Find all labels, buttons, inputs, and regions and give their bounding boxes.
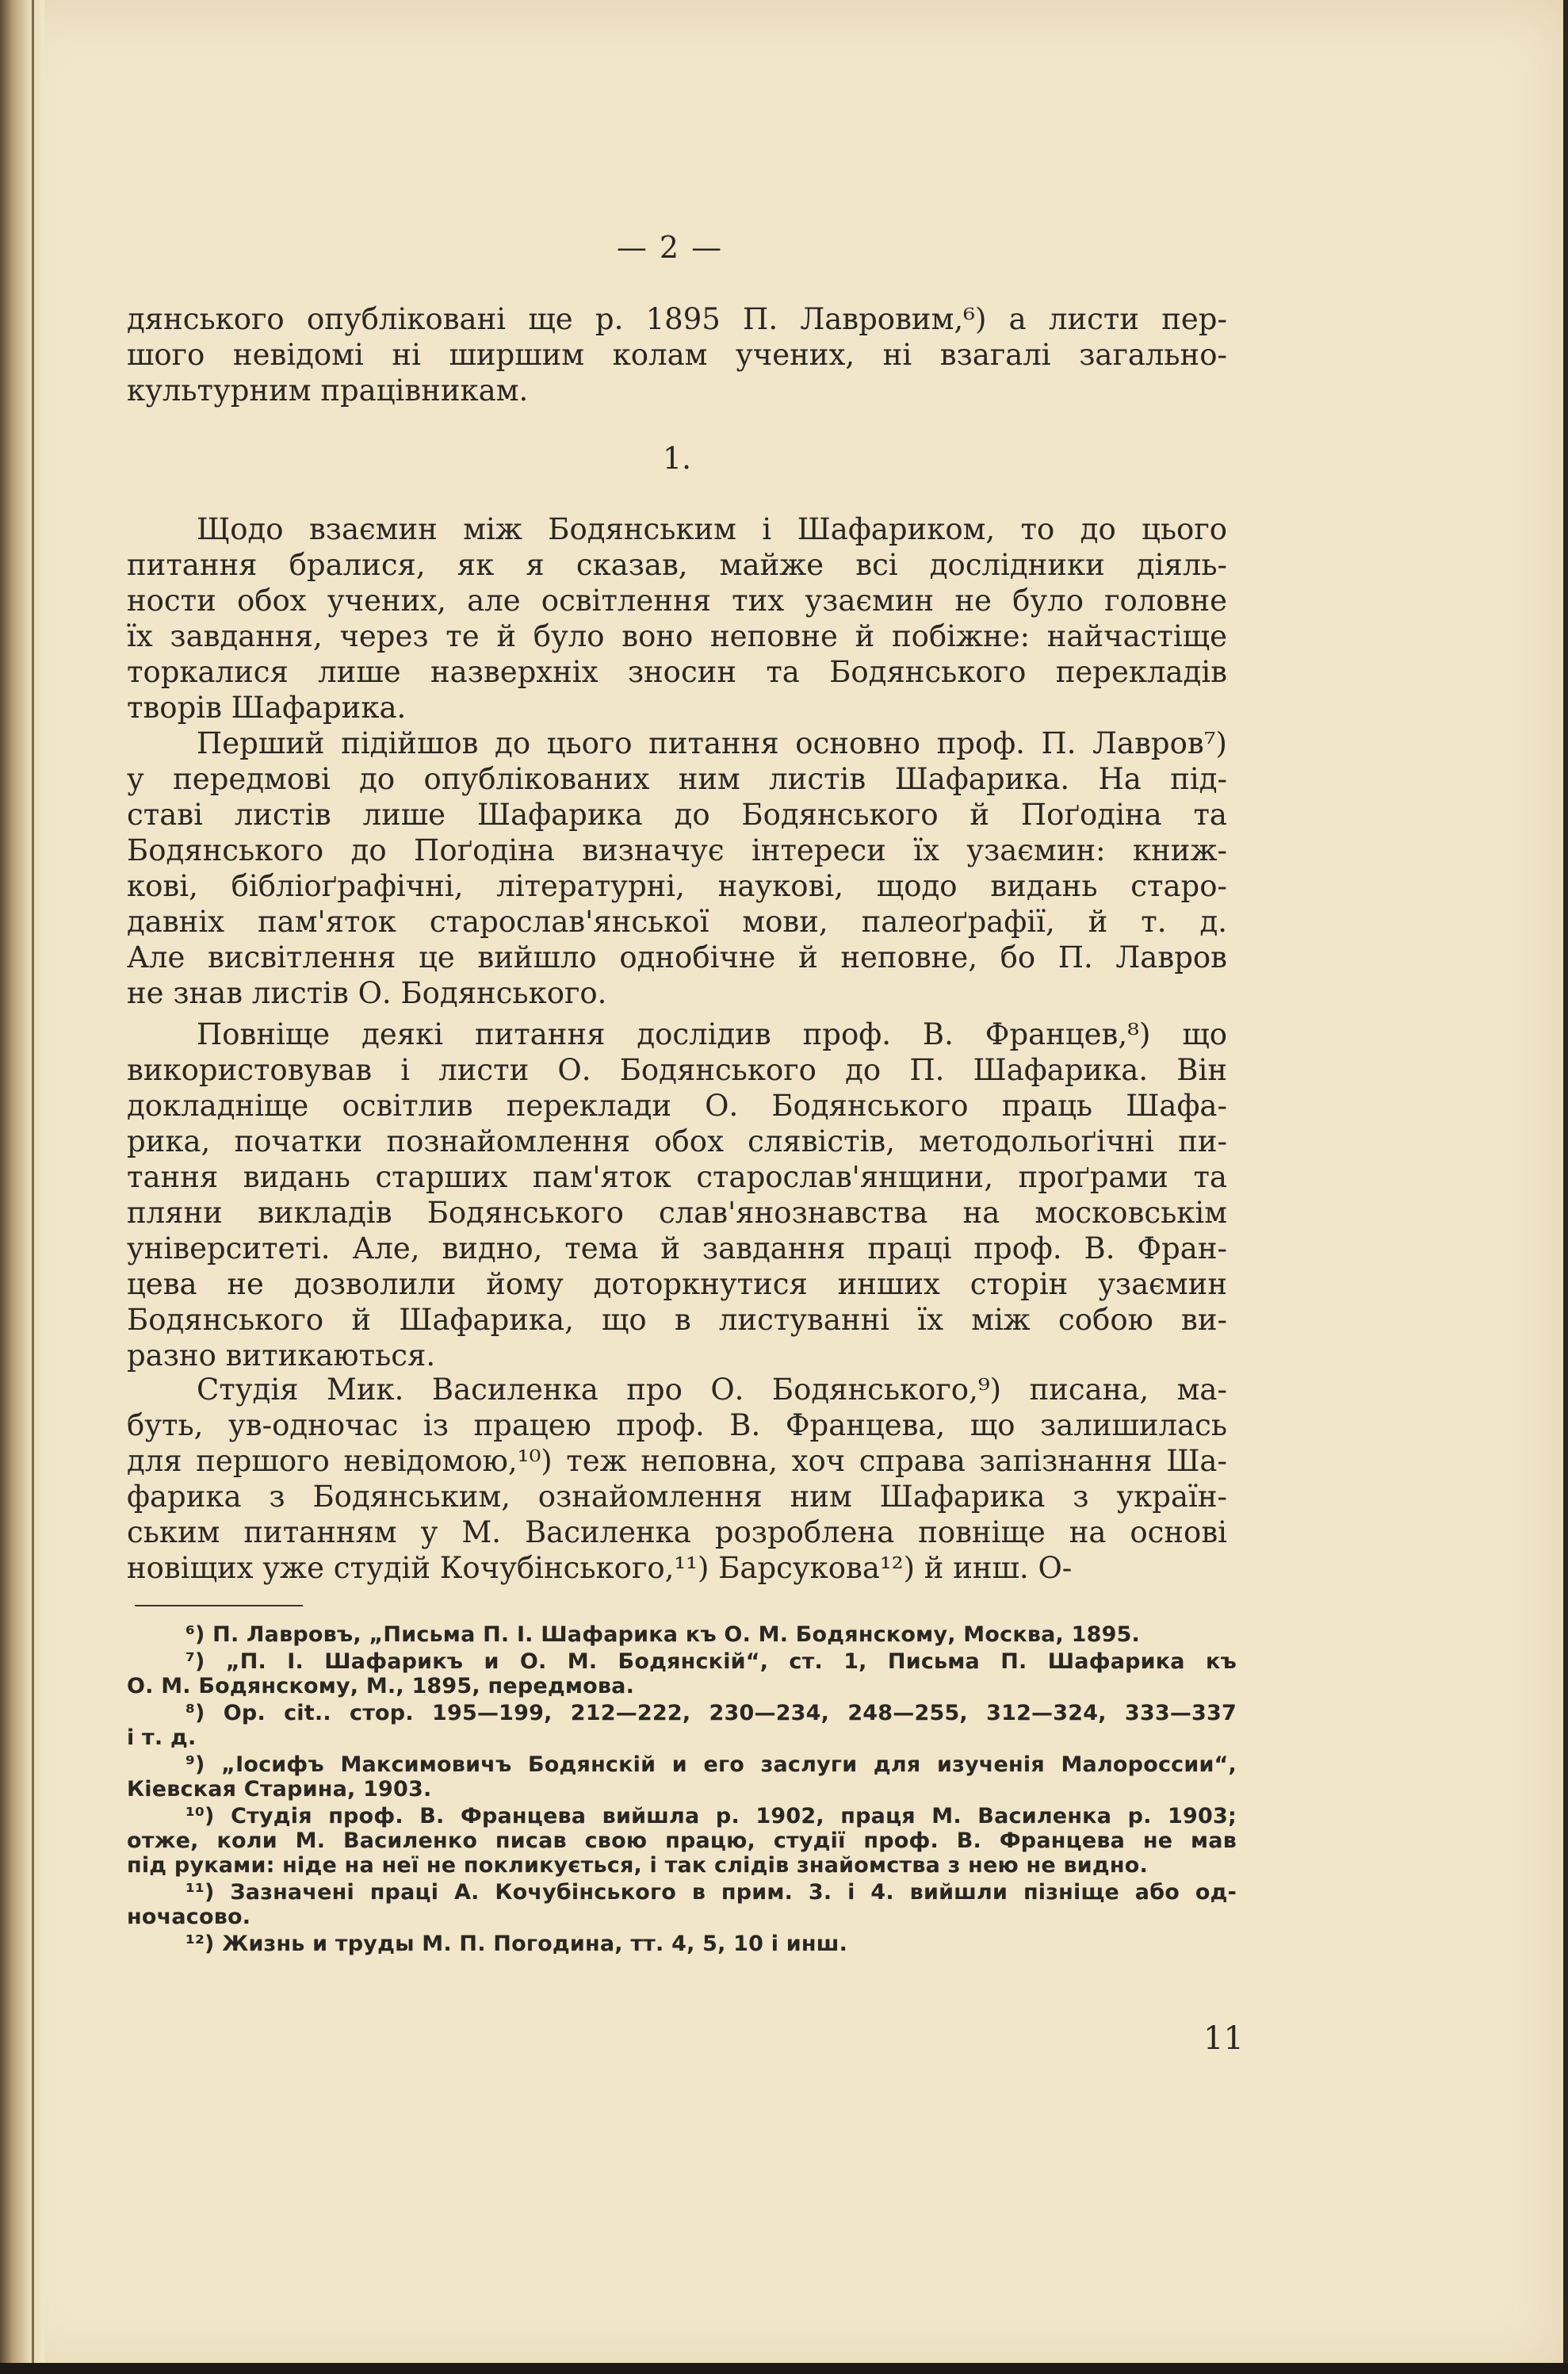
intro-paragraph: [127, 301, 1227, 408]
text-line: університеті. Але, видно, тема й завдання праці проф. В. Фран-: [127, 1231, 1227, 1265]
text-line: цева не дозволили йому доторкнутися инших сторін узаємин: [127, 1267, 1227, 1301]
text-line: Бодянського й Шафарика, що в листуванні їх між собою ви-: [127, 1303, 1227, 1337]
text-line: ським питанням у М. Василенка розроблена повніще на основі: [127, 1515, 1227, 1549]
page-edge: [1563, 0, 1568, 2374]
text-line: культурним працівникам.: [127, 373, 529, 408]
text-line: для першого невідомою,¹⁰) теж неповна, хоч справа запізнання Ша-: [127, 1444, 1227, 1478]
page-bottom-edge: [0, 2363, 1568, 2374]
book-spine-shadow: [0, 0, 44, 2374]
text-line: кові, бібліоґрафічні, літературні, наукові, щодо видань старо-: [127, 869, 1227, 903]
page-number: — 2 —: [616, 230, 724, 265]
footnote: [127, 1880, 1237, 1929]
section-number: 1.: [662, 441, 692, 476]
footnote: [127, 1649, 1237, 1698]
text-line: ставі листів лише Шафарика до Бодянського й Поґодіна та: [127, 798, 1227, 832]
text-line: отже, коли М. Василенко писав свою працю, студії проф. В. Францева не мав: [127, 1828, 1237, 1853]
footnote: [127, 1804, 1237, 1878]
text-line: новіщих уже студій Кочубінського,¹¹) Барсукова¹²) й инш. О-: [127, 1551, 1073, 1585]
text-line: і т. д.: [127, 1725, 197, 1750]
text-line: торкалися лише назверхніх зносин та Бодянського перекладів: [127, 655, 1227, 689]
text-line: використовував і листи О. Бодянського до П. Шафарика. Він: [127, 1053, 1227, 1087]
text-line: ¹⁰) Студія проф. В. Францева вийшла р. 1902, праця М. Василенка р. 1903;: [185, 1804, 1237, 1828]
text-line: докладніще освітлив переклади О. Бодянського праць Шафа-: [127, 1089, 1227, 1123]
text-line: тання видань старших пам'яток старослав'янщини, проґрами та: [127, 1160, 1227, 1194]
text-line: Повніще деякі питання дослідив проф. В. Францев,⁸) що: [197, 1017, 1227, 1051]
footnote: [127, 1701, 1237, 1750]
text-line: їх завдання, через те й було воно неповне й побіжне: найчастіще: [127, 619, 1227, 653]
signature-mark: 11: [1203, 2020, 1244, 2057]
footnote-divider: [135, 1605, 303, 1606]
footnotes: [127, 1622, 1237, 1959]
text-line: під руками: ніде на неї не покликується, і так слідів знайомства з нею не видно.: [127, 1853, 1148, 1878]
paragraph-3: [127, 1017, 1227, 1373]
text-line: Бодянського до Поґодіна визначує інтереси їх узаємин: книж-: [127, 833, 1227, 867]
gutter-line: [32, 0, 34, 2374]
paragraph-4: [127, 1372, 1227, 1586]
paragraph-1: [127, 511, 1227, 726]
text-line: творів Шафарика.: [127, 691, 407, 725]
paragraph-2: [127, 726, 1227, 1011]
text-line: ⁹) „Іосифъ Максимовичъ Бодянскій и его заслуги для изученія Малороссии“,: [185, 1752, 1237, 1777]
text-line: ⁶) П. Лавровъ, „Письма П. І. Шафарика къ О. М. Бодянскому, Москва, 1895.: [185, 1622, 1141, 1647]
footnote: [127, 1622, 1237, 1647]
text-line: ночасово.: [127, 1905, 251, 1929]
text-line: разно витикаються.: [127, 1338, 436, 1373]
text-line: давніх пам'яток старослав'янської мови, палеоґрафії, й т. д.: [127, 905, 1227, 939]
text-line: у передмові до опублікованих ним листів Шафарика. На під-: [127, 762, 1227, 796]
footnote: [127, 1932, 1237, 1956]
text-line: ¹²) Жизнь и труды М. П. Погодина, тт. 4, 5, 10 і инш.: [185, 1932, 848, 1956]
text-line: ⁸) Op. cit.. стор. 195—199, 212—222, 230—234, 248—255, 312—324, 333—337: [185, 1701, 1237, 1725]
text-line: дянського опубліковані ще р. 1895 П. Лавровим,⁶) а листи пер-: [127, 302, 1227, 336]
text-line: фарика з Бодянським, ознайомлення ним Шафарика з україн-: [127, 1480, 1227, 1514]
text-line: О. М. Бодянскому, М., 1895, передмова.: [127, 1674, 635, 1698]
text-line: буть, ув-одночас із працею проф. В. Францева, що залишилась: [127, 1408, 1227, 1442]
text-line: рика, початки познайомлення обох слявістів, методольоґічні пи-: [127, 1124, 1227, 1158]
text-line: не знав листів О. Бодянського.: [127, 976, 607, 1010]
text-line: Щодо взаємин між Бодянським і Шафариком, то до цього: [197, 512, 1227, 546]
text-line: Студія Мик. Василенка про О. Бодянського,⁹) писана, ма-: [197, 1373, 1227, 1407]
text-line: ности обох учених, але освітлення тих узаємин не було головне: [127, 584, 1227, 618]
footnote: [127, 1752, 1237, 1802]
text-line: пляни викладів Бодянського слав'янознавства на московськім: [127, 1196, 1227, 1230]
text-line: Кіевская Старина, 1903.: [127, 1777, 432, 1802]
text-line: ¹¹) Зазначені праці А. Кочубінського в прим. 3. і 4. вийшли пізніще або од-: [185, 1880, 1237, 1905]
text-line: шого невідомі ні ширшим колам учених, ні взагалі загально-: [127, 338, 1227, 372]
text-line: ⁷) „П. І. Шафарикъ и О. М. Бодянскій“, ст. 1, Письма П. Шафарика къ: [185, 1649, 1237, 1674]
text-line: питання бралися, як я сказав, майже всі дослідники діяль-: [127, 548, 1227, 582]
text-line: Але висвітлення це вийшло однобічне й неповне, бо П. Лавров: [127, 940, 1227, 974]
text-line: Перший підійшов до цього питання основно проф. П. Лавров⁷): [197, 726, 1227, 760]
